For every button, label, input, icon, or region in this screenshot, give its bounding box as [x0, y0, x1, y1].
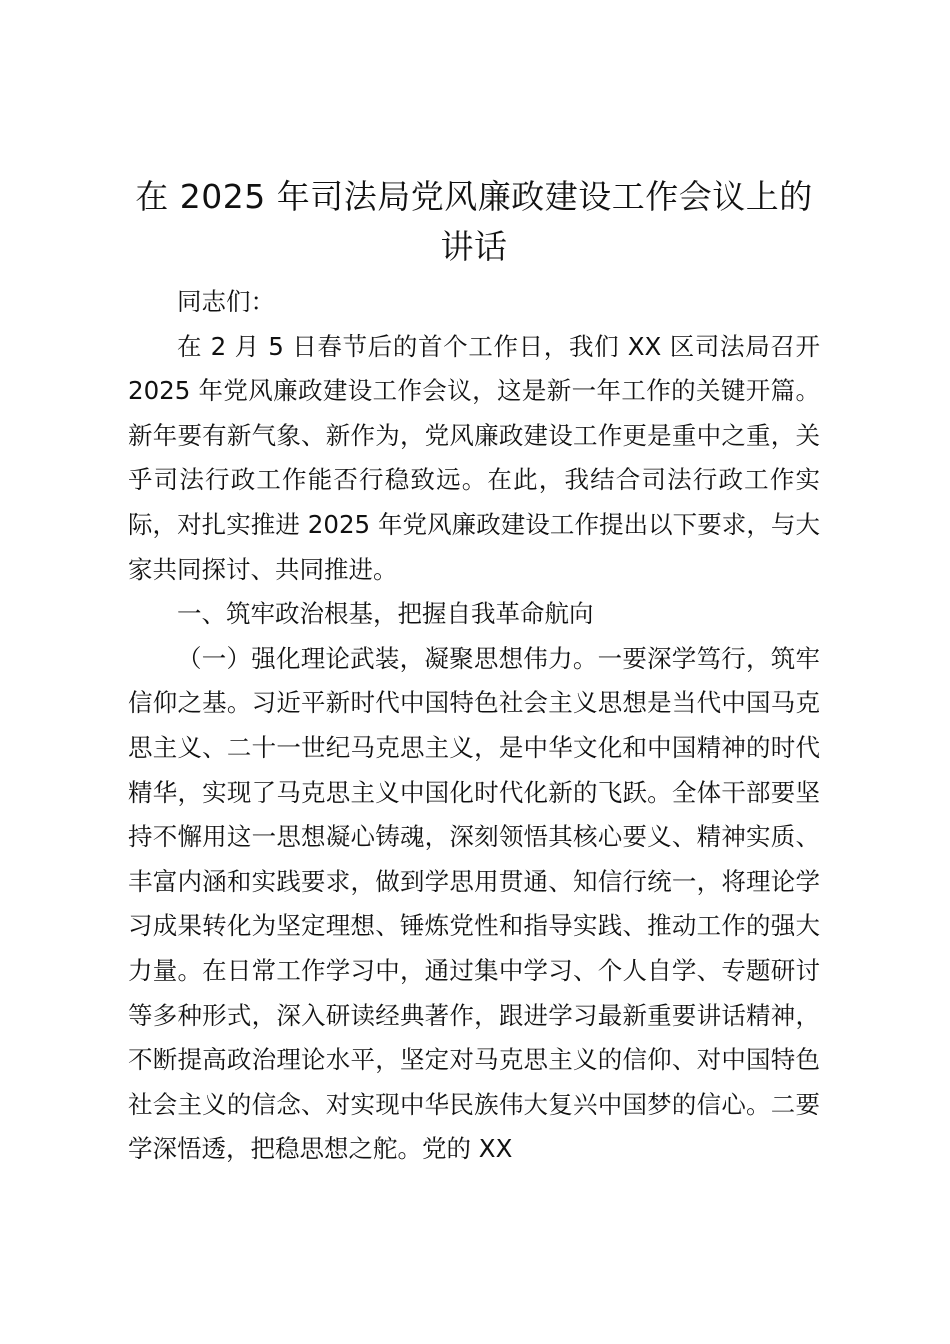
subsection-paragraph: （一）强化理论武装，凝聚思想伟力。一要深学笃行，筑牢信仰之基。习近平新时代中国特色社会主义思想是当代中国马克思主义、二十一世纪马克思主义，是中华文化和中国精神的时代精华，实现了马克思主义中国化时代化新的飞跃。全体干部要坚持不懈用这一思想凝心铸魂，深刻领悟其核心要义、精神实质、丰富内涵和实践要求，做到学思用贯通、知信行统一，将理论学习成果转化为坚定理想、锤炼党性和指导实践、推动工作的强大力量。在日常工作学习中，通过集中学习、个人自学、专题研讨等多种形式，深入研读经典著作，跟进学习最新重要讲话精神，不断提高政治理论水平，坚定对马克思主义的信仰、对中国特色社会主义的信念、对实现中华民族伟大复兴中国梦的信心。二要学深悟透，把稳思想之舵。党的 XX [128, 643, 820, 1164]
document-title: 在 2025 年司法局党风廉政建设工作会议上的讲话 [135, 177, 813, 266]
salutation: 同志们： [177, 287, 275, 316]
intro-paragraph: 在 2 月 5 日春节后的首个工作日，我们 XX 区司法局召开 2025 年党风廉政建设工作会议，这是新一年工作的关键开篇。新年要有新气象、新作为，党风廉政建设工作更是重中之重，关乎司法行政工作能否行稳致远。在此，我结合司法行政工作实际，对扎实推进 2025 年党风廉政建设工作提出以下要求，与大家共同探讨、共同推进。 [128, 331, 820, 584]
document-body [128, 280, 820, 1172]
section-heading: 一、筑牢政治根基，把握自我革命航向 [177, 599, 594, 629]
document-content [128, 172, 820, 1172]
